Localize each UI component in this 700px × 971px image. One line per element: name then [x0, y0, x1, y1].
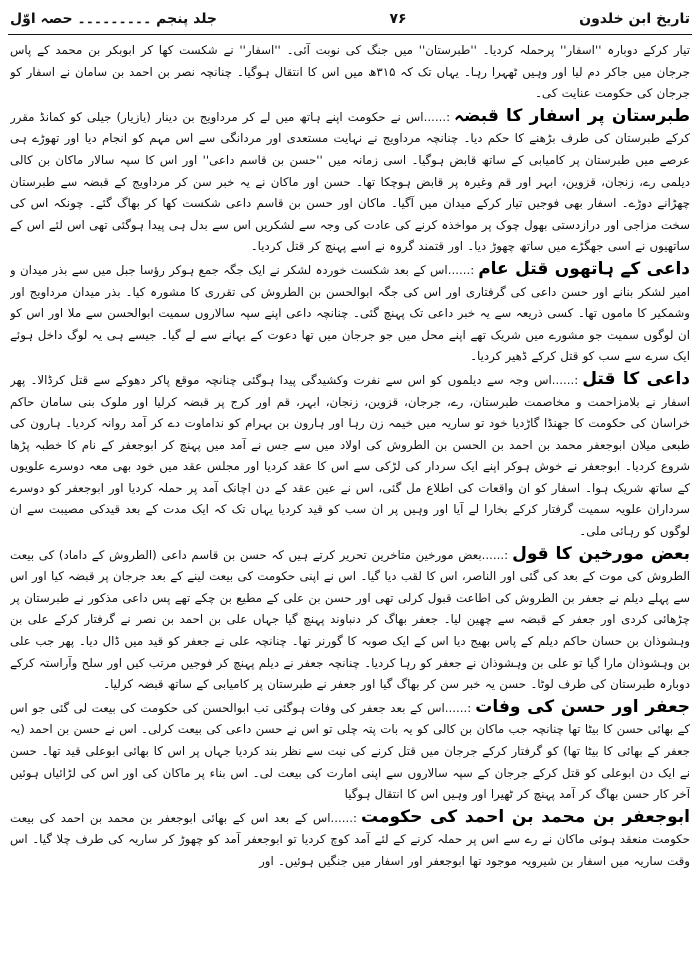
- page-content: [10, 40, 690, 965]
- section-heading: داعی کا قتل: [582, 368, 690, 389]
- paragraph-tabaristan-conquest: [10, 106, 690, 258]
- paragraph-intro: [10, 40, 690, 105]
- section-heading: طبرستان پر اسفار کا قبضہ: [454, 105, 690, 126]
- paragraph-massacre: [10, 259, 690, 368]
- paragraph-text: تیار کرکے دوبارہ ''اسفار'' پرحملہ کردیا۔ ''طبرستان'' میں جنگ کی نوبت آئی۔ ''اسفار'' نے شکست کھا کر ابوبکر بن محمد کے پاس جرجان میں جاکر دم لیا اور وہیں ٹھہرا رہا۔ یہاں تک کہ ۳۱۵ھ میں اس کا انتقال ہوگیا۔ چنانچہ نصر بن احمد بن سامان نے اسفار کو جرجان کی حکومت عنایت کی۔: [10, 43, 690, 101]
- paragraph-text: :......بعض مورخین متاخرین تحریر کرتے ہیں کہ حسن بن قاسم داعی (الطروش کے داماد) کی بیعت الطروش کی موت کے بعد کی گئی اور الناصر، اس کا لقب دیا گیا۔ اس نے اپنی حکومت کی بیعت لینے کے بعد جرجان پر قبضہ کیا اور اس سے پہلے دیلم نے جعفر بن الطروش کی اطاعت قبول کرلی تھی اور حسن بن علی کے مطیع بن چکے تھے پس داعی مذکور نے طبرستان پر چڑھائی کردی اور جعفر کے قبضہ سے چھین لیا۔ جعفر بھاگ کر دنباوند پہنچ گیا جہاں علی بن احمد بن نصر نے گرفتار کرکے علی بن وہشوذان بن حسان حاکم دیلم کے پاس بھیج دیا اس کے ایک صوبہ کا گورنر تھا۔ چنانچہ علی نے جعفر کو قید میں ڈال دیا۔ پھر جب علی بن وہشوذان مارا گیا تو علی بن وہشوذان نے جعفر کو رہا کردیا۔ چنانچہ جعفر نے دیلم پہنچ کر فوجیں مرتب کیں اور سلح وآراستہ کرکے دوبارہ طبرستان کی طرف لوٹا۔ حسن یہ خبر سن کر بھاگ گیا اور جعفر نے طبرستان پر کامیابی کے ساتھ قبضہ کرلیا۔: [10, 547, 690, 692]
- paragraph-text: :......اس کے بعد اس کے بھائی ابوجعفر بن محمد بن احمد کی بیعت حکومت منعقد ہوئی ماکان نے رے سے اس پر حملہ کرنے کے لئے آمد کوچ کردیا تو ابوجعفر آمد کو چھوڑ کر ساریہ کی طرف چلا گیا۔ اس وقت ساریہ میں اسفار بن شیرویہ موجود تھا ابوجعفر اور اسفار میں جنگیں ہوئیں۔ اور: [10, 810, 690, 868]
- section-heading: ابوجعفر بن محمد بن احمد کی حکومت: [361, 806, 690, 827]
- section-heading: جعفر اور حسن کی وفات: [475, 696, 690, 717]
- paragraph-dai-killed: [10, 369, 690, 543]
- book-title: تاریخ ابن خلدون: [579, 11, 690, 27]
- paragraph-abu-jafar-rule: [10, 807, 690, 873]
- section-heading: داعی کے ہاتھوں قتل عام: [478, 258, 690, 279]
- paragraph-text: :......اس وجہ سے دیلموں کو اس سے نفرت وکشیدگی پیدا ہوگئی چنانچہ موقع پاکر دھوکے سے قتل کرڈالا۔ پھر اسفار نے بلامزاحمت و مخاصمت طبرستان، رے، جرجان، قزوین، زنجان، ابہر، قم اور کرج پر قبضہ کرلیا اور ملوک بنی سامان حاکم خراسان کی حکومت کا جھنڈا گاڑدیا خود تو ساریہ میں خیمہ زن رہا اور ہارون بن بہرام کو نداماوت دے کر آمد روانہ کردیا۔ ہارون کی طبعی میلان ابوجعفر محمد بن احمد بن الحسن بن الطروش کی اولاد میں سے جس نے آمد میں پہنچ کر ابوجعفر کے نام کا خطبہ پڑھا شروع کردیا۔ ابوجعفر نے خوش ہوکر اپنے ایک سردار کی لڑکی سے اس کا عقد کردیا اور مجلس عقد میں خود بھی معہ دوسرے علویوں کے ساتھ شریک ہوا۔ اسفار کو ان واقعات کی اطلاع مل گئی، اس نے عین عقد کے دن اچانک آمد پر حملہ کردیا اور ابوجعفر کو دوسرے سرداران علویہ سمیت گرفتار کرکے بخارا لے آیا اور وہیں پر ان سب کو قید کردیا یہاں تک کہ ایک مدت کے بعد قیدکی مصیبت سے ان لوگوں کو رہائی ملی۔: [10, 372, 690, 539]
- header-rule: [8, 34, 692, 35]
- paragraph-text: :......اس کے بعد جعفر کی وفات ہوگئی تب ابوالحسن کی حکومت کی بیعت لی گئی جو اس کے بھائی حسن کا بیٹا تھا چنانچہ جب ماکان بن کالی کو یہ بات پتہ چلی تو اس نے حسن داعی کی بیعت کرلی۔ اس نے حسن بن احمد (یہ جعفر کے بھائی کا بیٹا تھا) کو گرفتار کرکے جرجان میں قتل کرنے کی نیت سے نظر بند کردیا جہاں پر اس کا بھائی ابوعلی قید تھا۔ حسن نے ایک دن ابوعلی کو قتل کرکے جرجان کے سپہ سالاروں سے اپنی امارت کی بیعت لی۔ اس بناء پر ماکان کی اور اس کی لڑائیاں ہوئیں آخر کار حسن بھاگ کر آمد پہنچ کر ٹھیرا اور وہیں اس کا انتقال ہوگیا: [10, 700, 690, 802]
- section-heading: بعض مورخین کا قول: [512, 543, 690, 564]
- paragraph-historians: [10, 544, 690, 696]
- volume-part: جلد پنجم ۔۔۔۔۔۔۔۔۔ حصہ اوّل: [10, 11, 217, 27]
- paragraph-deaths: [10, 697, 690, 806]
- page-number: ۷۶: [389, 11, 407, 27]
- page-header: [10, 6, 690, 32]
- paragraph-text: :......اس نے حکومت اپنے ہاتھ میں لے کر مرداویج بن دینار (یازیار) جیلی کو کمانڈ مقرر کرکے طبرستان کی طرف بڑھنے کا حکم دیا۔ چنانچہ مرداویج نے نہایت مستعدی اور مردانگی سے اس مہم کو انجام دیا اور تھوڑے ہی عرصے میں طبرستان پر کامیابی کے ساتھ قابض ہوگیا۔ اسی زمانہ میں ''حسن بن قاسم داعی'' اور اس کا سپہ سالار ماکان بن کالی دیلمی رے، زنجان، قزوین، ابہر اور قم وغیرہ پر قابض ہوچکا تھا۔ حسن اور ماکان نے یہ خبر سن کر مرداویج کے قبضہ سے طبرستان چھڑانے دوڑے۔ اسفار بھی فوجیں تیار کرکے میدان میں آگیا۔ ماکان اور حسن بن قاسم داعی شکست کھا کر بھاگ گئے۔ چونکہ اس کی سخت مزاجی اور درازدستی بھول چوک پر مواخذہ کرنے کی عادت کی وجہ سے لشکریں اس سے بدل ہی پیدا ہوگئی تھی اس لئے اس کے ساتھیوں نے اسی جھگڑے میں ساتھ چھوڑ دیا۔ اور قتمند گروہ نے اسے پہنچ کر قتل کردیا۔: [10, 109, 690, 254]
- paragraph-text: :......اس کے بعد شکست خوردہ لشکر نے ایک جگہ جمع ہوکر رؤسا جبل میں سے بذر میدان و امیر لشکر بنانے اور حسن داعی کی گرفتاری اور اس کی جگہ ابوالحسن بن الطروش کی تقرری کا مشورہ کیا۔ بذر میدان مرداویج اور وشمکیر کا ماموں تھا۔ کسی ذریعہ سے یہ خبر داعی تک پہنچ گئی۔ چنانچہ داعی اپنے سپہ سالاروں سمیت ابوالحسن سے ملا اور اس کو ان لوگوں سمیت جو مشورے میں شریک تھے اپنے محل میں جو جرجان میں تھا دعوت کے بہانے سے لے گیا۔ جیسے ہی یہ لوگ داخل ہوئے ایک سرے سے سب کو قتل کرکے ڈھیر کردیا۔: [10, 262, 690, 364]
